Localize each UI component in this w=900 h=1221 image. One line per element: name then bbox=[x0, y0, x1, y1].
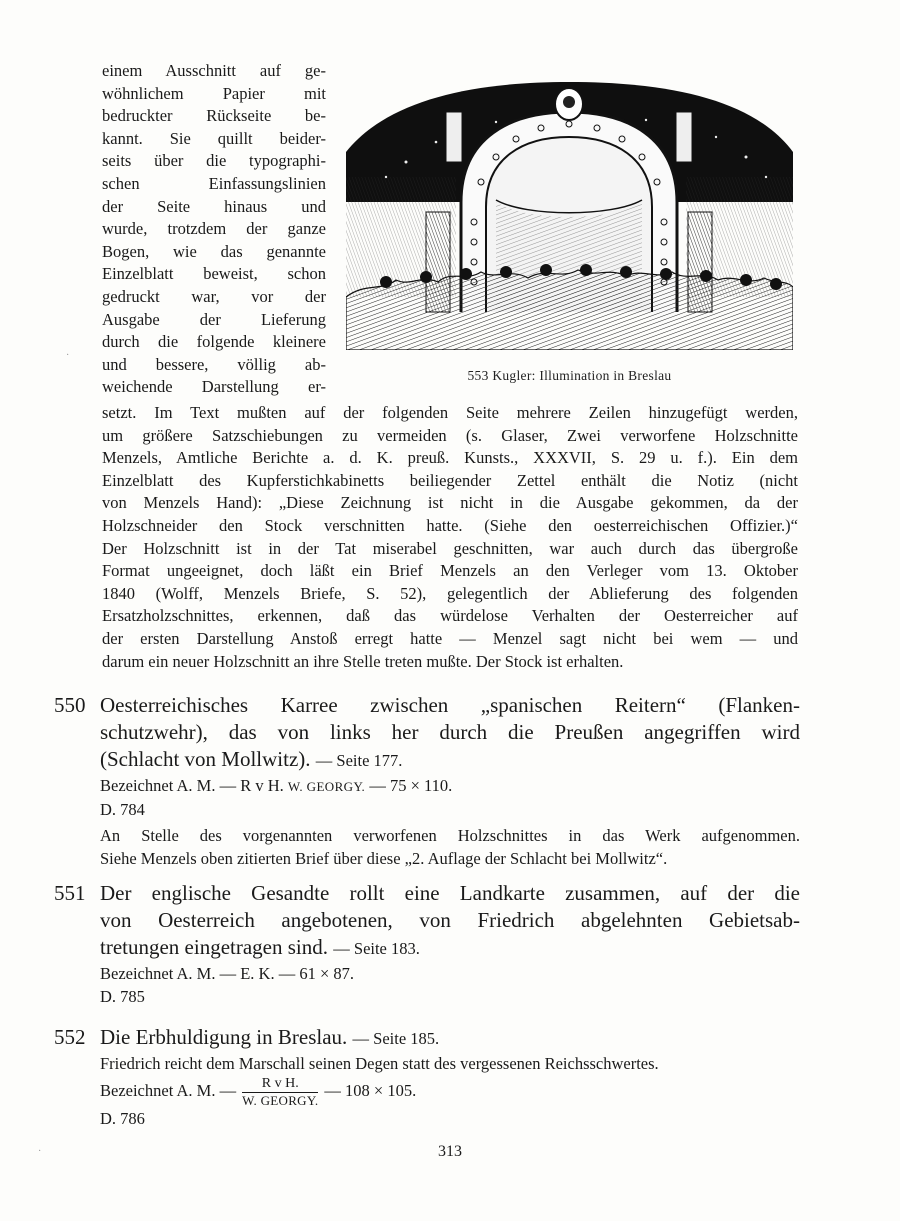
title-line: von Oesterreich angebotenen, von Friedrich abgelehnten Gebietsab- bbox=[100, 908, 800, 932]
text-line: Einzelblatt beweist, schon bbox=[102, 264, 326, 284]
text-line: und bessere, völlig ab- bbox=[102, 354, 326, 374]
page-reference: — Seite 183. bbox=[333, 939, 420, 958]
signature-line: Bezeichnet A. M. — E. K. — 61 × 87. bbox=[100, 964, 355, 983]
catalog-entry-552 bbox=[54, 1024, 800, 1130]
text-line: der Seite hinaus und bbox=[102, 196, 326, 216]
title-line bbox=[100, 746, 800, 774]
text-line: Menzels, Amtliche Berichte a. d. K. preuß. Kunsts., XXXVII, S. 29 u. f.). Ein dem bbox=[102, 448, 798, 468]
d-number: D. 786 bbox=[100, 1109, 145, 1128]
body-paragraph bbox=[102, 402, 798, 673]
catalog-entry-550 bbox=[54, 692, 800, 870]
note-line: An Stelle des vorgenannten verworfenen Holzschnittes in das Werk aufgenommen. bbox=[100, 826, 800, 845]
fraction-bottom: W. GEORGY. bbox=[242, 1092, 319, 1108]
text-line: Einzelblatt des Kupferstichkabinetts beiliegender Zettel enthält die Notiz (nicht bbox=[102, 470, 798, 490]
dimensions: — 108 × 105. bbox=[324, 1081, 417, 1100]
text-line: Der Holzschnitt ist in der Tat miserabel geschnitten, war auch durch das übergroße bbox=[102, 538, 798, 558]
title-line: Oesterreichisches Karree zwischen „spanischen Reitern“ (Flanken- bbox=[100, 693, 800, 717]
text-line: 1840 (Wolff, Menzels Briefe, S. 52), gelegentlich der Ablieferung des folgenden bbox=[102, 583, 798, 603]
text-line: seits über die typographi- bbox=[102, 151, 326, 171]
title-text: tretungen eingetragen sind. bbox=[100, 935, 329, 959]
fraction-top: R v H. bbox=[242, 1077, 318, 1093]
paper-speck: · bbox=[38, 1146, 42, 1157]
page-reference: — Seite 185. bbox=[352, 1029, 440, 1048]
text-line: der ersten Darstellung Anstoß erregt hatte — Menzel sagt nicht bei wem — und bbox=[102, 628, 798, 648]
text-line: bedruckter Rückseite be- bbox=[102, 106, 326, 126]
title-line bbox=[100, 934, 800, 962]
signature-caps: W. GEORGY. bbox=[287, 779, 366, 794]
d-number: D. 784 bbox=[100, 800, 145, 819]
entry-number: 552 bbox=[54, 1025, 86, 1049]
signature-text: Bezeichnet A. M. — bbox=[100, 1081, 237, 1100]
figure-caption: 553 Kugler: Illumination in Breslau bbox=[467, 368, 672, 383]
signature-fraction bbox=[242, 1077, 318, 1108]
signature-line bbox=[100, 774, 800, 798]
signature-text: Bezeichnet A. M. — R v H. bbox=[100, 776, 284, 795]
text-line: Holzschneider den Stock verschnitten hatte. (Siehe den oesterreichischen Offizier.)“ bbox=[102, 515, 798, 535]
title-line bbox=[100, 1024, 800, 1052]
entry-number: 550 bbox=[54, 693, 86, 717]
page-reference: — Seite 177. bbox=[315, 751, 403, 770]
title-text: Die Erbhuldigung in Breslau. bbox=[100, 1025, 348, 1049]
title-line: Der englische Gesandte rollt eine Landkarte zusammen, auf der die bbox=[100, 881, 800, 905]
entry-title bbox=[100, 692, 800, 774]
title-text: (Schlacht von Mollwitz). bbox=[100, 747, 311, 771]
text-line: von Menzels Hand): „Diese Zeichnung ist nicht in die Ausgabe gekommen, da der bbox=[102, 493, 798, 513]
entry-title bbox=[100, 880, 800, 962]
description-line: Friedrich reicht dem Marschall seinen Degen statt des vergessenen Reichsschwertes. bbox=[100, 1054, 659, 1073]
text-line: setzt. Im Text mußten auf der folgenden Seite mehrere Zeilen hinzugefügt werden, bbox=[102, 403, 798, 422]
text-line: einem Ausschnitt auf ge- bbox=[102, 61, 326, 80]
text-line: kannt. Sie quillt beider- bbox=[102, 128, 326, 148]
text-line: weichende Darstellung er- bbox=[102, 377, 326, 397]
page-number: 313 bbox=[438, 1143, 462, 1160]
woodcut-image bbox=[346, 82, 793, 350]
text-line: schen Einfassungslinien bbox=[102, 173, 326, 193]
text-line: Format ungeeignet, doch läßt ein Brief Menzels an den Verleger vom 13. Oktober bbox=[102, 561, 798, 581]
entry-meta bbox=[100, 962, 800, 1008]
float-text-block bbox=[102, 60, 326, 399]
text-line: darum ein neuer Holzschnitt an ihre Stelle treten mußte. Der Stock ist erhalten. bbox=[102, 651, 624, 671]
catalog-entry-551 bbox=[54, 880, 800, 1008]
text-line: um größere Satzschiebungen zu vermeiden (s. Glaser, Zwei verworfene Holzschnitte bbox=[102, 425, 798, 445]
text-line: Bogen, wie das genannte bbox=[102, 241, 326, 261]
text-line: wöhnlichem Papier mit bbox=[102, 83, 326, 103]
entry-meta bbox=[100, 774, 800, 870]
dimensions: — 75 × 110. bbox=[369, 776, 453, 795]
text-line: Ausgabe der Lieferung bbox=[102, 309, 326, 329]
note-line: Siehe Menzels oben zitierten Brief über diese „2. Auflage der Schlacht bei Mollwitz“. bbox=[100, 849, 668, 868]
text-line: durch die folgende kleinere bbox=[102, 332, 326, 352]
entry-number: 551 bbox=[54, 881, 86, 905]
entry-meta bbox=[100, 1052, 800, 1130]
paper-speck: · bbox=[66, 350, 70, 361]
text-line: Ersatzholzschnittes, erkennen, daß das würdelose Verhalten der Oesterreicher auf bbox=[102, 606, 798, 626]
illustration-illumination bbox=[346, 82, 793, 350]
text-line: wurde, trotzdem der ganze bbox=[102, 219, 326, 239]
title-line: schutzwehr), das von links her durch die Preußen angegriffen wird bbox=[100, 720, 800, 744]
entry-title bbox=[100, 1024, 800, 1052]
text-line: gedruckt war, vor der bbox=[102, 286, 326, 306]
signature-line bbox=[100, 1075, 800, 1107]
d-number: D. 785 bbox=[100, 987, 145, 1006]
